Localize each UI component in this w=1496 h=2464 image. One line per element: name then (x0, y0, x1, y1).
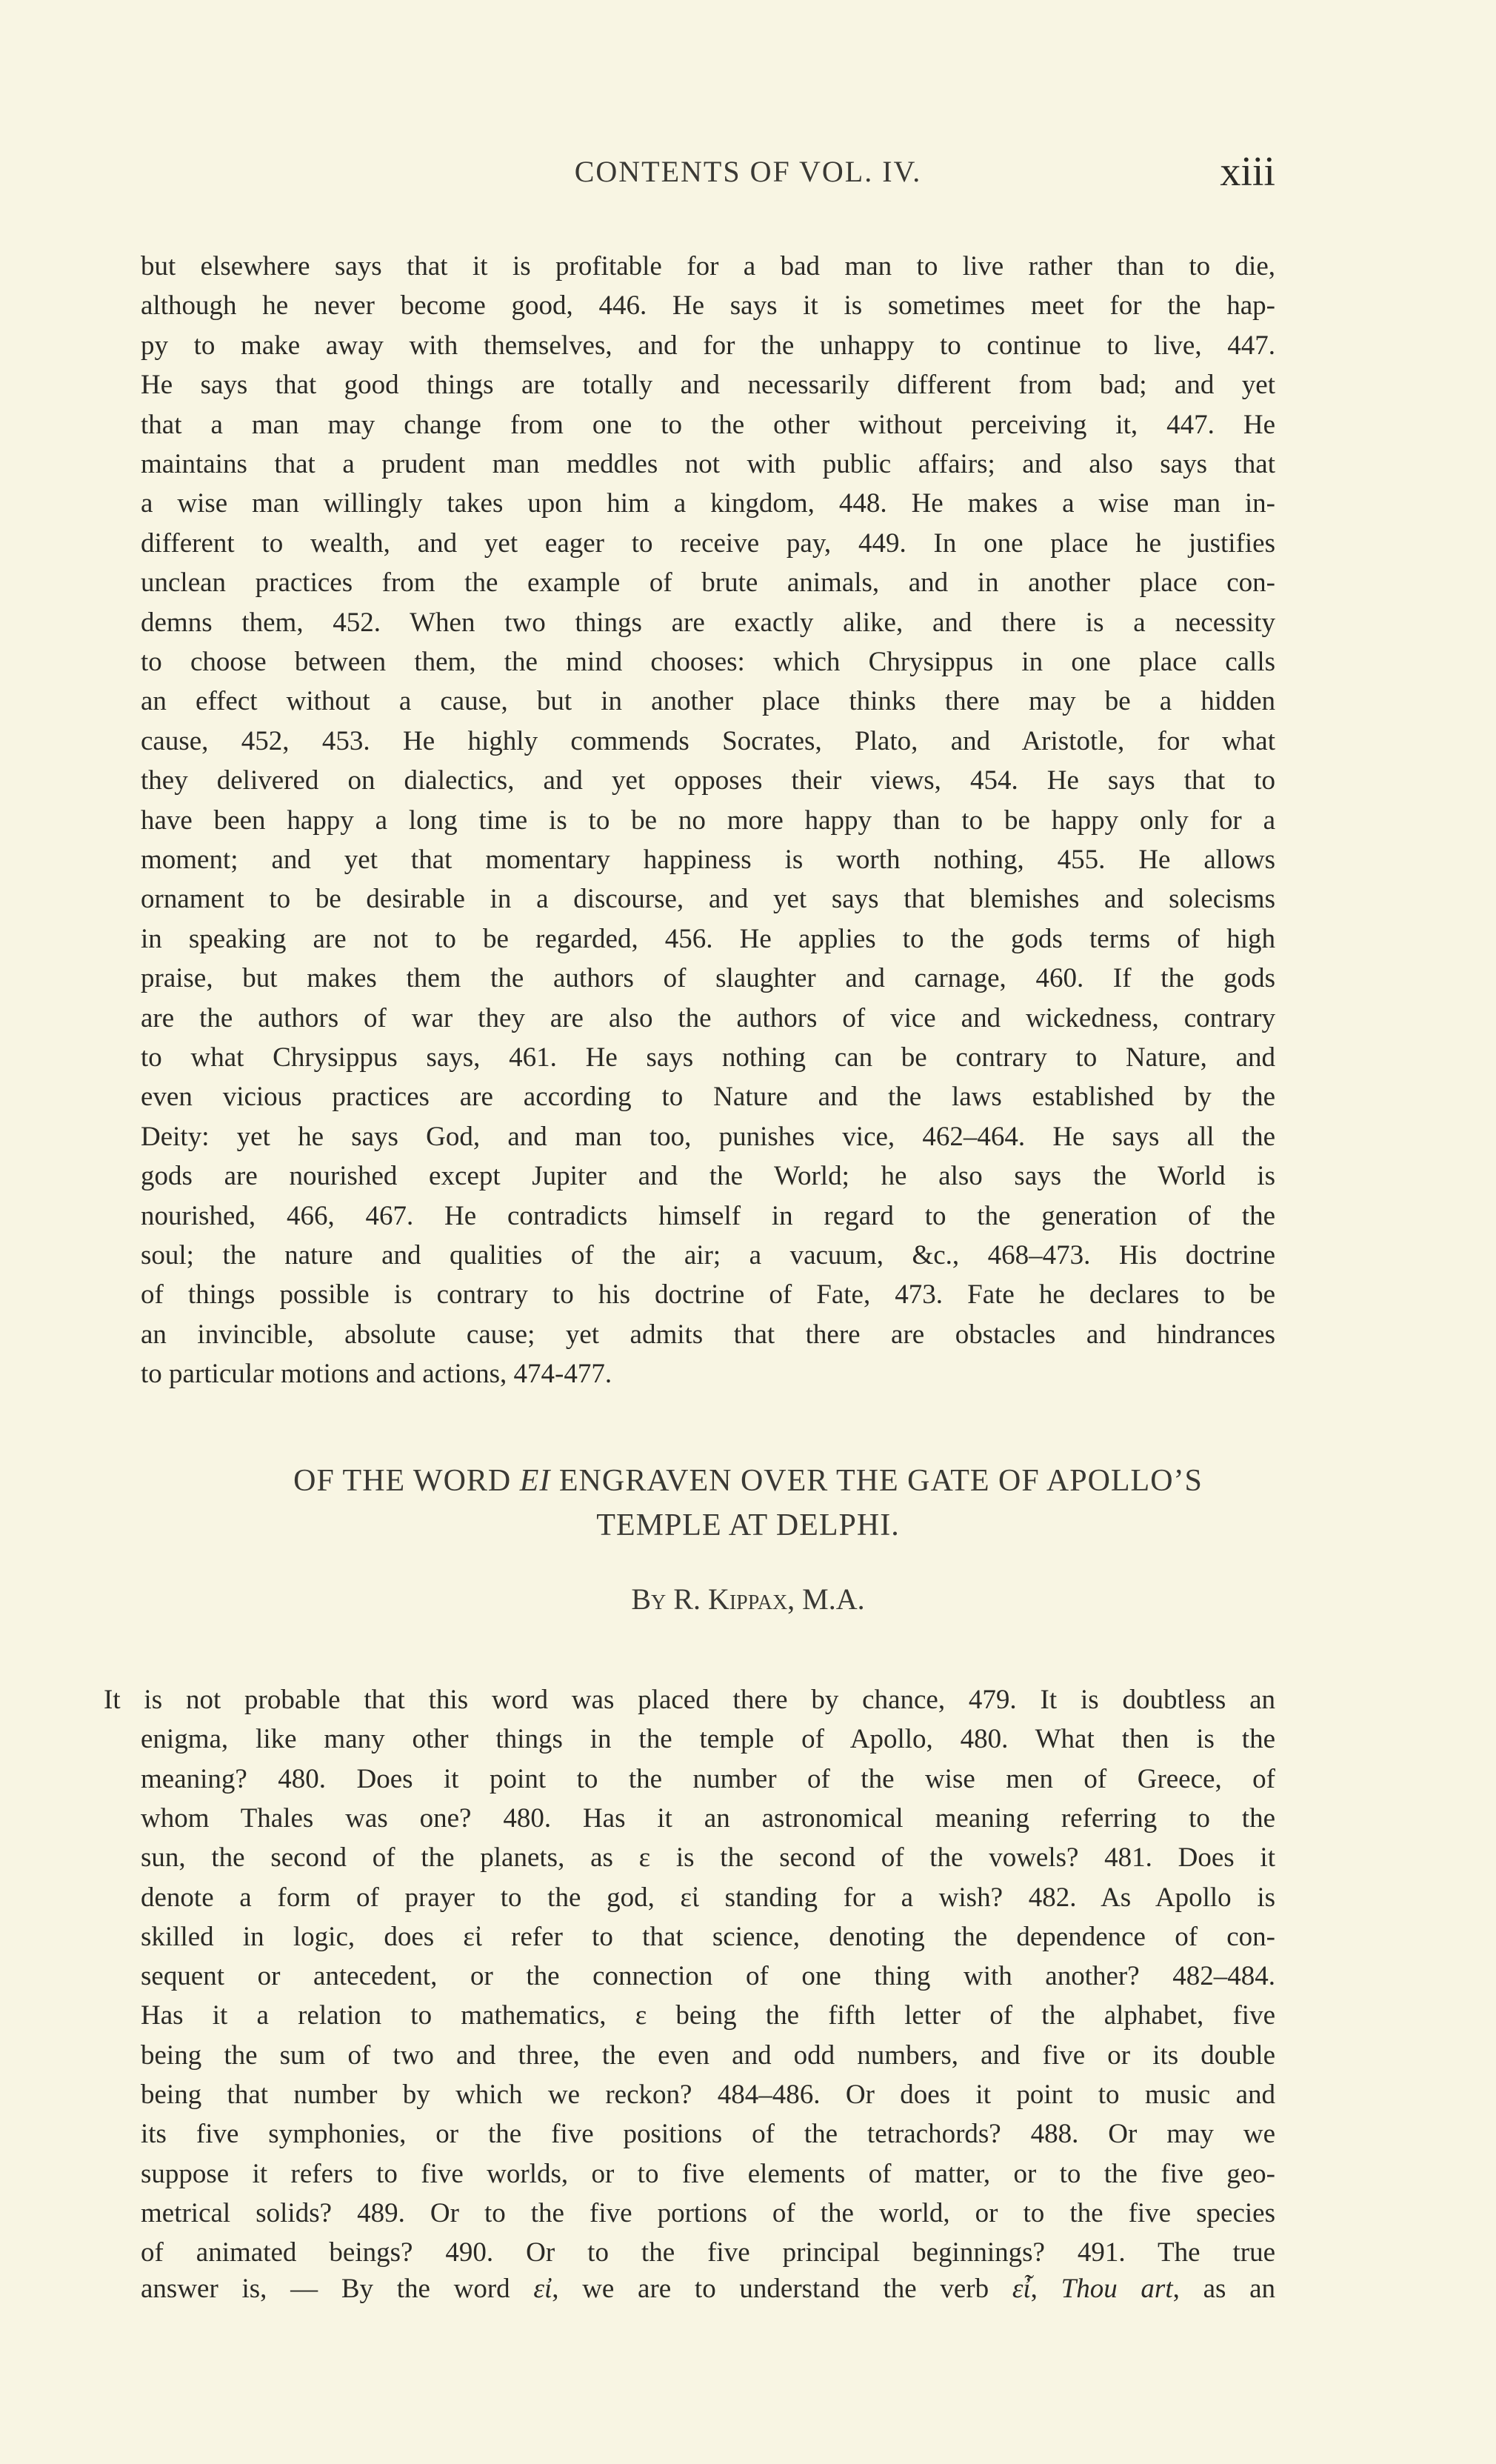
text-line: in speaking are not to be regarded, 456. He applies to the gods terms of high (141, 923, 1275, 954)
text-line: being that number by which we reckon? 484–486. Or does it point to music and (141, 2080, 1275, 2110)
text-line: whom Thales was one? 480. Has it an astronomical meaning referring to the (141, 1802, 1275, 1834)
text-line: unclean practices from the example of brute animals, and in another place con- (141, 567, 1275, 599)
text-line: It is not probable that this word was placed there by chance, 479. It is doubtless an (104, 1685, 1275, 1715)
running-head (0, 148, 1496, 193)
text-line: enigma, like many other things in the temple of Apollo, 480. What then is the (141, 1724, 1275, 1755)
text-line: praise, but makes them the authors of slaughter and carnage, 460. If the gods (141, 963, 1275, 994)
text-line: Has it a relation to mathematics, ε being the fifth letter of the alphabet, five (141, 2000, 1275, 2031)
text-line: different to wealth, and yet eager to receive pay, 449. In one place he justifies (141, 527, 1275, 559)
text-line: that a man may change from one to the other without perceiving it, 447. He (141, 409, 1275, 440)
text-line: gods are nourished except Jupiter and the World; he also says the World is (141, 1161, 1275, 1192)
text-line: to choose between them, the mind chooses: which Chrysippus in one place calls (141, 647, 1275, 677)
text-line: maintains that a prudent man meddles not with public affairs; and also says that (141, 449, 1275, 479)
text-line: although he never become good, 446. He says it is sometimes meet for the hap- (141, 290, 1275, 322)
text-line: even vicious practices are according to Nature and the laws established by the (141, 1082, 1275, 1113)
text-line: an invincible, absolute cause; yet admits that there are obstacles and hindrances (141, 1319, 1275, 1350)
text-line: are the authors of war they are also the authors of vice and wickedness, contrary (141, 1002, 1275, 1033)
text: , as an (1172, 2274, 1276, 2304)
text-line: skilled in logic, does εἰ refer to that science, denoting the dependence of con- (141, 1921, 1275, 1952)
text-line: but elsewhere says that it is profitable for a bad man to live rather than to die, (141, 251, 1275, 282)
text-line: sequent or antecedent, or the connection of one thing with another? 482–484. (141, 1961, 1275, 1992)
text-line: He says that good things are totally and necessarily different from bad; and yet (141, 370, 1275, 401)
section-heading (0, 1463, 1496, 1499)
text-line: demns them, 452. When two things are exactly alike, and there is a necessity (141, 607, 1275, 638)
running-title: CONTENTS OF VOL. IV. (574, 155, 922, 188)
text-line: moment; and yet that momentary happiness is worth nothing, 455. He allows (141, 845, 1275, 875)
text-line: cause, 452, 453. He highly commends Socrates, Plato, and Aristotle, for what (141, 725, 1275, 756)
text-line: its five symphonies, or the five positions of the tetrachords? 488. Or may we (141, 2119, 1275, 2150)
text-line: being the sum of two and three, the even and odd numbers, and five or its double (141, 2040, 1275, 2071)
greek-word: εἰ (533, 2274, 552, 2304)
heading-text: OF THE WORD (293, 1464, 520, 1498)
text-line (141, 2274, 1275, 2304)
text-line: Deity: yet he says God, and man too, punishes vice, 462–464. He says all the (141, 1121, 1275, 1152)
text-line: suppose it refers to five worlds, or to five elements of matter, or to the five geo- (141, 2158, 1275, 2189)
text-line: metrical solids? 489. Or to the five portions of the world, or to the five species (141, 2197, 1275, 2228)
italic-phrase: Thou art (1061, 2274, 1173, 2304)
text-line: of things possible is contrary to his doctrine of Fate, 473. Fate he declares to be (141, 1279, 1275, 1311)
text: , we are to understand the verb (552, 2274, 1012, 2304)
text: , (1030, 2274, 1061, 2304)
text-line: a wise man willingly takes upon him a kingdom, 448. He makes a wise man in- (141, 488, 1275, 519)
text-line: nourished, 466, 467. He contradicts himself in regard to the generation of the (141, 1200, 1275, 1231)
section-heading-line2: TEMPLE AT DELPHI. (596, 1508, 900, 1542)
text-line: soul; the nature and qualities of the air; a vacuum, &c., 468–473. His doctrine (141, 1240, 1275, 1271)
text-line: of animated beings? 490. Or to the five principal beginnings? 491. The true (141, 2237, 1275, 2268)
text-line: ornament to be desirable in a discourse, and yet says that blemishes and solecisms (141, 884, 1275, 915)
text-line: an effect without a cause, but in another place thinks there may be a hidden (141, 686, 1275, 717)
text-line: they delivered on dialectics, and yet opposes their views, 454. He says that to (141, 765, 1275, 796)
text: answer is, — By the word (141, 2274, 534, 2304)
text-line: sun, the second of the planets, as ε is the second of the vowels? 481. Does it (141, 1842, 1275, 1874)
text-line: have been happy a long time is to be no more happy than to be happy only for a (141, 805, 1275, 836)
author-byline: By R. Kippax, M.A. (631, 1582, 865, 1616)
page-number: xiii (1220, 149, 1275, 195)
heading-greek-word: EI (519, 1464, 551, 1498)
heading-text: ENGRAVEN OVER THE GATE OF APOLLO’S (550, 1464, 1203, 1498)
text-line: to particular motions and actions, 474-477. (141, 1359, 612, 1390)
text-line: meaning? 480. Does it point to the number of the wise men of Greece, of (141, 1763, 1275, 1794)
text-line: to what Chrysippus says, 461. He says nothing can be contrary to Nature, and (141, 1042, 1275, 1073)
text-line: denote a form of prayer to the god, εἰ standing for a wish? 482. As Apollo is (141, 1882, 1275, 1913)
text-line: py to make away with themselves, and for the unhappy to continue to live, 447. (141, 330, 1275, 361)
greek-word: εἶ (1012, 2274, 1031, 2304)
